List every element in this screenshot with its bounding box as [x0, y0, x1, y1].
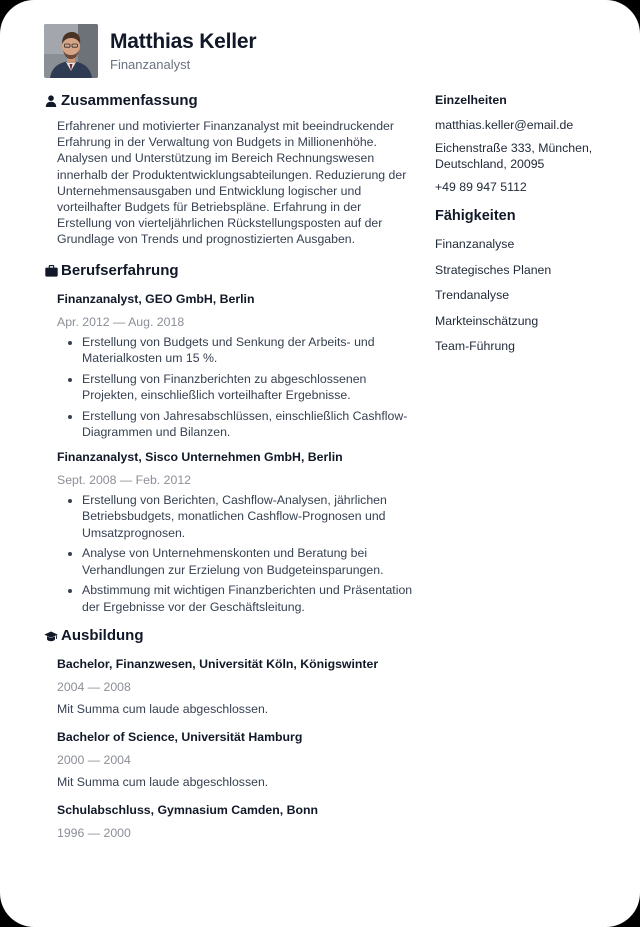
education-heading-label: Ausbildung [61, 627, 144, 645]
user-icon [44, 94, 58, 108]
summary-section [44, 92, 419, 248]
skill-item: Trendanalyse [435, 288, 510, 303]
job-entry [57, 291, 419, 441]
skill-item: Team-Führung [435, 339, 515, 354]
experience-section [44, 262, 419, 616]
summary-text: Erfahrener und motivierter Finanzanalyst mit beeindruckender Erfahrung in der Verwaltung von Budgets in Millionenhöhe. Analysen und Unterstützung im Bereich Rechnungswesen innerhalb der Produktentwicklungsabteilungen. Reduzierung der Unternehmensausgaben und Entwicklung logischer und vorteilhafter Budgets für Betriebspläne. Erfahrung in der Erstellung von vierteljährlichen Rückstellungsposten auf der Grundlage von Trends und prognostizierten Ausgaben. [57, 119, 407, 247]
job-title: Finanzanalyst, GEO GmbH, Berlin [57, 291, 255, 306]
skills-heading: Fähigkeiten [435, 208, 516, 224]
candidate-name: Matthias Keller [110, 30, 257, 53]
education-title: Schulabschluss, Gymnasium Camden, Bonn [57, 803, 319, 818]
education-note: Mit Summa cum laude abgeschlossen. [57, 775, 269, 790]
bullet-item: Abstimmung mit wichtigen Finanzberichten und Präsentation der Ergebnisse vor der Geschäftsleitung. [82, 582, 419, 615]
portrait-photo [44, 24, 98, 78]
skills-list [435, 236, 610, 354]
experience-heading-label: Berufserfahrung [61, 261, 179, 279]
bullet-item: Analyse von Unternehmenskonten und Beratung bei Verhandlungen zur Erzielung von Budgeteinsparungen. [82, 545, 419, 578]
job-title: Finanzanalyst, Sisco Unternehmen GmbH, Berlin [57, 449, 343, 464]
education-date: 2004 — 2008 [57, 680, 131, 695]
education-section [44, 627, 419, 841]
education-note: Mit Summa cum laude abgeschlossen. [57, 702, 269, 717]
education-entry [57, 656, 419, 717]
experience-heading [44, 262, 419, 280]
education-title: Bachelor of Science, Universität Hamburg [57, 730, 303, 745]
skill-item: Strategisches Planen [435, 262, 552, 277]
bullet-item: Erstellung von Berichten, Cashflow-Analysen, jährlichen Betriebsbudgets, monatlichen Cashflow-Prognosen und Umsatzprognosen. [82, 492, 419, 542]
avatar [44, 24, 98, 78]
details-heading: Einzelheiten [435, 93, 507, 107]
education-date: 2000 — 2004 [57, 753, 131, 768]
email-text: matthias.keller@email.de [435, 118, 574, 132]
education-date: 1996 — 2000 [57, 826, 131, 841]
education-entry [57, 729, 419, 790]
resume-header [44, 24, 256, 78]
job-bullets [57, 492, 419, 616]
phone-text: +49 89 947 5112 [435, 179, 527, 194]
bullet-item: Erstellung von Jahresabschlüssen, einschließlich Cashflow-Diagrammen und Bilanzen. [82, 408, 419, 441]
job-date: Sept. 2008 — Feb. 2012 [57, 472, 191, 487]
skill-item: Finanzanalyse [435, 237, 515, 251]
job-entry [57, 449, 419, 616]
sidebar-column [435, 92, 610, 364]
job-bullets [57, 334, 419, 441]
job-date: Apr. 2012 — Aug. 2018 [57, 314, 185, 329]
summary-heading-label: Zusammenfassung [61, 92, 198, 109]
skill-item: Markteinschätzung [435, 313, 539, 328]
education-title: Bachelor, Finanzwesen, Universität Köln, Königswinter [57, 657, 379, 672]
bullet-item: Erstellung von Budgets und Senkung der Arbeits- und Materialkosten um 15 %. [82, 334, 419, 367]
summary-heading [44, 92, 419, 110]
education-entry [57, 802, 419, 841]
address-text: Eichenstraße 333, München, Deutschland, 20095 [435, 140, 593, 171]
bullet-item: Erstellung von Finanzberichten zu abgeschlossenen Projekten, einschließlich vorteilhafter Ergebnisse. [82, 371, 419, 404]
candidate-title: Finanzanalyst [110, 57, 191, 72]
graduation-cap-icon [44, 629, 58, 643]
main-column [44, 92, 419, 841]
education-heading [44, 627, 419, 645]
briefcase-icon [44, 264, 58, 278]
